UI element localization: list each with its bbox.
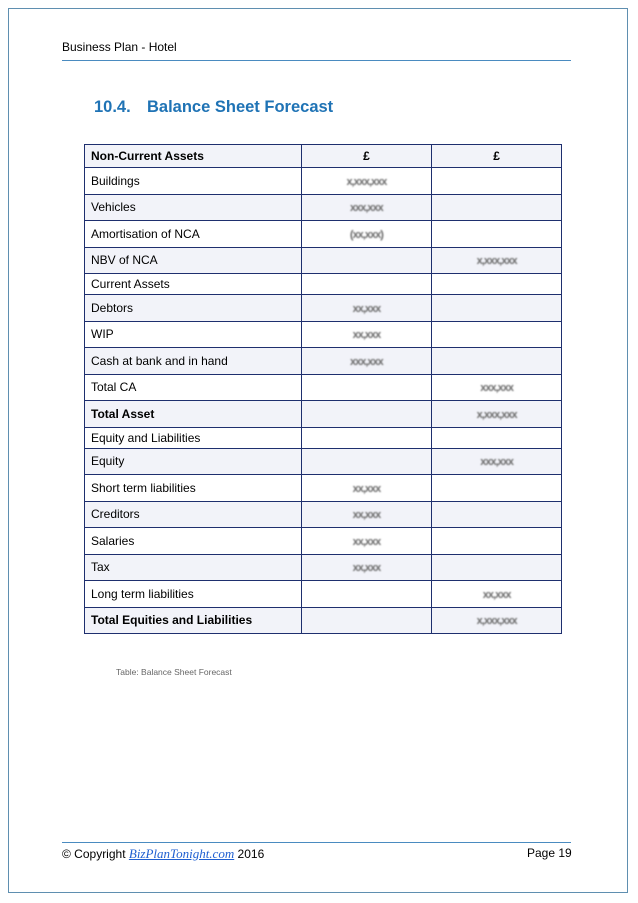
row-value-col2: xxx,xxx (432, 374, 562, 401)
row-value-col2 (432, 554, 562, 581)
row-label: Creditors (85, 501, 302, 528)
row-label: Cash at bank and in hand (85, 348, 302, 375)
row-value-col2 (432, 194, 562, 221)
row-value-col1 (301, 374, 432, 401)
row-label: Buildings (85, 168, 302, 195)
row-label: Equity (85, 448, 302, 475)
row-value-col1: xx,xxx (301, 321, 432, 348)
column-header-currency-1: £ (301, 145, 432, 168)
table-row (85, 194, 562, 221)
row-value-col1: xx,xxx (301, 295, 432, 322)
row-value-col1: xxx,xxx (301, 348, 432, 375)
table-row (85, 448, 562, 475)
column-header-currency-2: £ (432, 145, 562, 168)
section-title: Balance Sheet Forecast (147, 98, 334, 116)
table-row (85, 554, 562, 581)
section-number: 10.4. (94, 98, 131, 116)
row-value-col2: x,xxx,xxx (432, 401, 562, 428)
row-value-col1: xx,xxx (301, 501, 432, 528)
row-label: Current Assets (85, 274, 302, 295)
row-value-col1 (301, 581, 432, 608)
row-value-col2 (432, 168, 562, 195)
table-row (85, 321, 562, 348)
row-value-col2: xxx,xxx (432, 448, 562, 475)
table-row (85, 427, 562, 448)
row-label: WIP (85, 321, 302, 348)
row-value-col2: x,xxx,xxx (432, 247, 562, 274)
row-value-col1 (301, 448, 432, 475)
row-label: Short term liabilities (85, 475, 302, 502)
row-value-col2 (432, 348, 562, 375)
row-value-col1: x,xxx,xxx (301, 168, 432, 195)
row-label: Vehicles (85, 194, 302, 221)
balance-sheet-table (84, 144, 562, 634)
table-row (85, 501, 562, 528)
row-label: Total CA (85, 374, 302, 401)
row-value-col1: xx,xxx (301, 528, 432, 555)
row-label: Equity and Liabilities (85, 427, 302, 448)
table-header-row (85, 145, 562, 168)
row-value-col1: xx,xxx (301, 554, 432, 581)
table-row (85, 581, 562, 608)
table-row (85, 528, 562, 555)
footer-copyright (62, 846, 264, 862)
website-link[interactable]: BizPlanTonight.com (128, 846, 235, 861)
row-value-col1: (xx,xxx) (301, 221, 432, 248)
table-row (85, 374, 562, 401)
page-number: Page 19 (527, 846, 572, 860)
row-value-col1 (301, 401, 432, 428)
row-value-col2 (432, 427, 562, 448)
table-row (85, 247, 562, 274)
table-row (85, 475, 562, 502)
table-row (85, 348, 562, 375)
row-value-col2 (432, 274, 562, 295)
footer-divider (62, 842, 571, 843)
row-label: Amortisation of NCA (85, 221, 302, 248)
column-header-label: Non-Current Assets (85, 145, 302, 168)
doc-header-title: Business Plan - Hotel (62, 40, 177, 54)
row-value-col2 (432, 221, 562, 248)
row-value-col2 (432, 528, 562, 555)
row-value-col1 (301, 427, 432, 448)
row-label: Salaries (85, 528, 302, 555)
row-value-col1 (301, 247, 432, 274)
copyright-year: 2016 (234, 847, 265, 861)
row-value-col2: x,xxx,xxx (432, 607, 562, 634)
row-label: NBV of NCA (85, 247, 302, 274)
row-value-col1 (301, 274, 432, 295)
row-label: Tax (85, 554, 302, 581)
row-value-col1: xx,xxx (301, 475, 432, 502)
table-row (85, 607, 562, 634)
row-label: Total Asset (85, 401, 302, 428)
row-value-col2: xx,xxx (432, 581, 562, 608)
copyright-prefix: © Copyright (62, 847, 129, 861)
row-label: Long term liabilities (85, 581, 302, 608)
table-row (85, 221, 562, 248)
table-caption: Table: Balance Sheet Forecast (116, 667, 232, 677)
row-value-col1: xxx,xxx (301, 194, 432, 221)
row-value-col1 (301, 607, 432, 634)
row-value-col2 (432, 321, 562, 348)
row-value-col2 (432, 501, 562, 528)
row-label: Total Equities and Liabilities (85, 607, 302, 634)
row-value-col2 (432, 295, 562, 322)
row-label: Debtors (85, 295, 302, 322)
table-row (85, 274, 562, 295)
section-heading (94, 98, 333, 117)
table-row (85, 401, 562, 428)
header-divider (62, 60, 571, 61)
table-row (85, 295, 562, 322)
table-row (85, 168, 562, 195)
row-value-col2 (432, 475, 562, 502)
